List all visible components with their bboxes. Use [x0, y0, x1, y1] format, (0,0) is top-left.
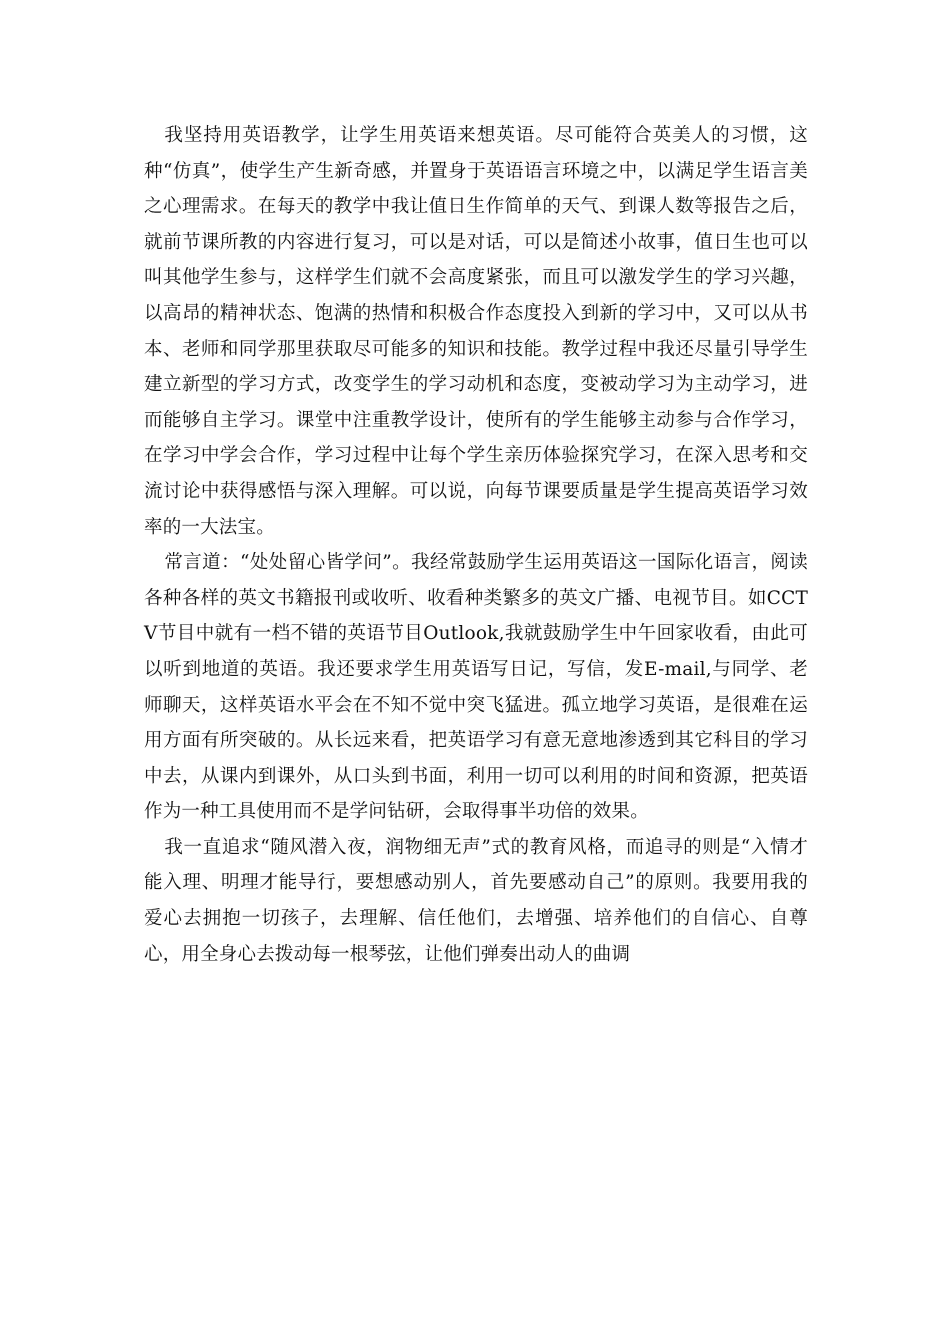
- document-body: [144, 118, 808, 972]
- paragraph-1: 我坚持用英语教学，让学生用英语来想英语。尽可能符合英美人的习惯，这种“仿真”，使学生产生新奇感，并置身于英语语言环境之中，以满足学生语言美之心理需求。在每天的教学中我让值日生作简单的天气、到课人数等报告之后，就前节课所教的内容进行复习，可以是对话，可以是简述小故事，值日生也可以叫其他学生参与，这样学生们就不会高度紧张，而且可以激发学生的学习兴趣，以高昂的精神状态、饱满的热情和积极合作态度投入到新的学习中，又可以从书本、老师和同学那里获取尽可能多的知识和技能。教学过程中我还尽量引导学生建立新型的学习方式，改变学生的学习动机和态度，变被动学习为主动学习，进而能够自主学习。课堂中注重教学设计，使所有的学生能够主动参与合作学习，在学习中学会合作，学习过程中让每个学生亲历体验探究学习，在深入思考和交流讨论中获得感悟与深入理解。可以说，向每节课要质量是学生提高英语学习效率的一大法宝。: [144, 125, 808, 538]
- paragraph-3: 我一直追求“随风潜入夜，润物细无声”式的教育风格，而追寻的则是“入情才能入理、明理才能导行，要想感动别人，首先要感动自己”的原则。我要用我的爱心去拥抱一切孩子，去理解、信任他们，去增强、培养他们的自信心、自尊心，用全身心去拨动每一根琴弦，让他们弹奏出动人的曲调: [144, 836, 808, 965]
- paragraph-2: 常言道：“处处留心皆学问”。我经常鼓励学生运用英语这一国际化语言，阅读各种各样的英文书籍报刊或收听、收看种类繁多的英文广播、电视节目。如CCTV节目中就有一档不错的英语节目Outlook,我就鼓励学生中午回家收看，由此可以听到地道的英语。我还要求学生用英语写日记，写信，发E-mail,与同学、老师聊天，这样英语水平会在不知不觉中突飞猛进。孤立地学习英语，是很难在运用方面有所突破的。从长远来看，把英语学习有意无意地渗透到其它科目的学习中去，从课内到课外，从口头到书面，利用一切可以利用的时间和资源，把英语作为一种工具使用而不是学问钻研，会取得事半功倍的效果。: [144, 552, 808, 823]
